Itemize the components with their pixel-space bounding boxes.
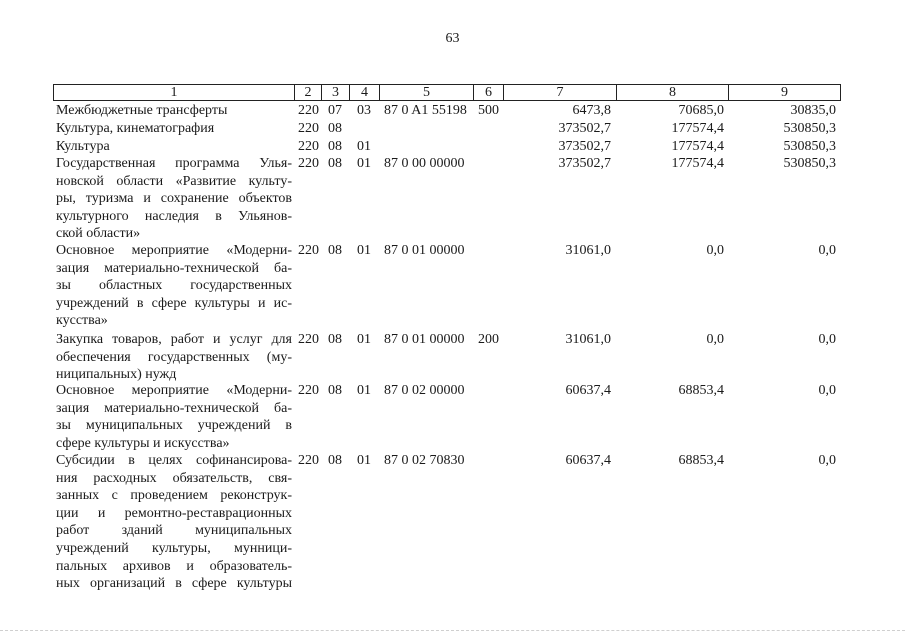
cell-col-9: 0,0 (818, 332, 836, 347)
cell-col-3: 07 (328, 103, 342, 118)
cell-col-9: 530850,3 (783, 156, 836, 171)
cell-col-9: 0,0 (818, 243, 836, 258)
cell-col-9: 530850,3 (783, 121, 836, 136)
header-col-5: 5 (380, 85, 474, 100)
row-description (56, 331, 292, 384)
description-line: Основное мероприятие «Модерни- (56, 383, 292, 398)
cell-col-5: 87 0 02 00000 (384, 383, 465, 398)
cell-col-9: 0,0 (818, 383, 836, 398)
cell-col-8: 177574,4 (671, 139, 724, 154)
description-line: занных с проведением реконструк- (56, 488, 292, 504)
cell-col-4: 01 (357, 453, 371, 468)
cell-col-8: 70685,0 (678, 103, 724, 118)
description-line: зы областных государственных (56, 278, 292, 294)
header-col-1: 1 (54, 85, 295, 100)
header-col-6: 6 (474, 85, 504, 100)
header-col-4: 4 (350, 85, 380, 100)
description-line: Культура, кинематография (56, 121, 215, 136)
description-line: ных организаций в сфере культуры (56, 576, 292, 592)
cell-col-2: 220 (298, 121, 319, 136)
cell-col-7: 6473,8 (572, 103, 611, 118)
cell-col-2: 220 (298, 139, 319, 154)
cell-col-9: 30835,0 (790, 103, 836, 118)
cell-col-2: 220 (298, 332, 319, 347)
row-description (56, 452, 292, 593)
description-line: ры, туризма и сохранение объектов (56, 191, 292, 207)
page-number: 63 (445, 31, 460, 46)
cell-col-8: 68853,4 (678, 383, 724, 398)
cell-col-8: 177574,4 (671, 156, 724, 171)
cell-col-8: 177574,4 (671, 121, 724, 136)
description-line: Закупка товаров, работ и услуг для (56, 332, 292, 347)
cell-col-7: 31061,0 (565, 332, 611, 347)
cell-col-8: 0,0 (706, 332, 724, 347)
cell-col-5: 87 0 02 70830 (384, 453, 465, 468)
header-col-9: 9 (781, 85, 788, 100)
cell-col-4: 01 (357, 139, 371, 154)
description-line: новской области «Развитие культу- (56, 173, 292, 189)
row-description (56, 155, 292, 243)
cell-col-9: 530850,3 (783, 139, 836, 154)
description-line: Субсидии в целях софинансирова- (56, 453, 292, 468)
header-col-8: 8 (617, 85, 729, 100)
cell-col-3: 08 (328, 383, 342, 398)
row-description (56, 102, 292, 120)
scan-edge-divider (0, 630, 905, 631)
description-line: учреждений культуры, мунници- (56, 540, 292, 556)
description-line: зы муниципальных учреждений в (56, 418, 292, 434)
table-header (53, 84, 841, 101)
header-col-3: 3 (322, 85, 350, 100)
cell-col-8: 0,0 (706, 243, 724, 258)
cell-col-9: 0,0 (818, 453, 836, 468)
description-line: зация материально-технической ба- (56, 400, 292, 416)
cell-col-6: 200 (478, 332, 499, 347)
description-line: работ зданий муниципальных (56, 523, 292, 539)
cell-col-5: 87 0 01 00000 (384, 332, 465, 347)
cell-col-3: 08 (328, 453, 342, 468)
description-line: культурного наследия в Ульянов- (56, 208, 292, 224)
description-line: ния расходных обязательств, свя- (56, 470, 292, 486)
cell-col-7: 373502,7 (558, 121, 611, 136)
cell-col-7: 60637,4 (565, 383, 611, 398)
cell-col-2: 220 (298, 243, 319, 258)
description-line: ции и ремонтно-реставрационных (56, 505, 292, 521)
description-line: зация материально-технической ба- (56, 260, 292, 276)
cell-col-5: 87 0 01 00000 (384, 243, 465, 258)
cell-col-3: 08 (328, 156, 342, 171)
header-col-7: 7 (504, 85, 617, 100)
description-line: Государственная программа Улья- (56, 156, 292, 171)
cell-col-5: 87 0 A1 55198 (384, 103, 467, 118)
cell-col-3: 08 (328, 139, 342, 154)
row-description (56, 382, 292, 452)
description-line: кусства» (56, 313, 108, 329)
cell-col-2: 220 (298, 156, 319, 171)
description-line: обеспечения государственных (му- (56, 349, 292, 365)
cell-col-7: 60637,4 (565, 453, 611, 468)
cell-col-6: 500 (478, 103, 499, 118)
cell-col-2: 220 (298, 103, 319, 118)
cell-col-4: 01 (357, 383, 371, 398)
cell-col-8: 68853,4 (678, 453, 724, 468)
cell-col-4: 03 (357, 103, 371, 118)
row-description (56, 242, 292, 330)
description-line: ской области» (56, 226, 141, 242)
cell-col-3: 08 (328, 121, 342, 136)
cell-col-4: 01 (357, 332, 371, 347)
row-description (56, 138, 292, 156)
cell-col-4: 01 (357, 156, 371, 171)
cell-col-3: 08 (328, 332, 342, 347)
description-line: пальных архивов и образователь- (56, 558, 292, 574)
row-description (56, 120, 292, 138)
cell-col-2: 220 (298, 453, 319, 468)
cell-col-2: 220 (298, 383, 319, 398)
description-line: учреждений в сфере культуры и ис- (56, 295, 292, 311)
description-line: ниципальных) нужд (56, 367, 177, 383)
cell-col-5: 87 0 00 00000 (384, 156, 465, 171)
cell-col-7: 31061,0 (565, 243, 611, 258)
description-line: сфере культуры и искусства» (56, 435, 230, 451)
cell-col-4: 01 (357, 243, 371, 258)
cell-col-7: 373502,7 (558, 156, 611, 171)
cell-col-3: 08 (328, 243, 342, 258)
description-line: Основное мероприятие «Модерни- (56, 243, 292, 258)
cell-col-7: 373502,7 (558, 139, 611, 154)
header-col-2: 2 (295, 85, 322, 100)
description-line: Межбюджетные трансферты (56, 103, 228, 118)
description-line: Культура (56, 139, 110, 154)
